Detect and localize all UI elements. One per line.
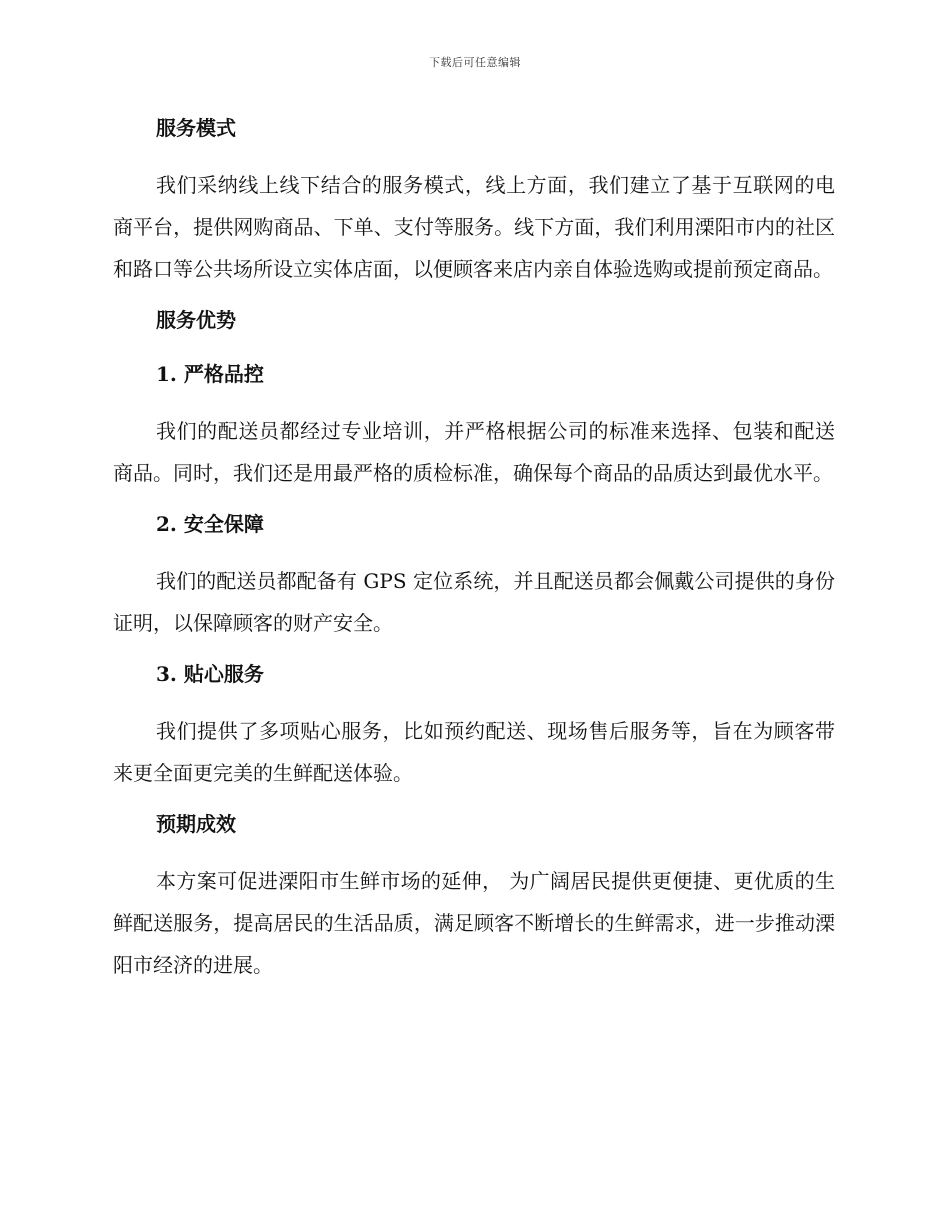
heading-care-service: 3. 贴心服务 (156, 662, 264, 686)
paragraph-expected-results: 本方案可促进溧阳市生鲜市场的延伸， 为广阔居民提供更便捷、更优质的生鲜配送服务，提高居民的生活品质，满足顾客不断增长的生鲜需求，进一步推动溧阳市经济的进展。 (113, 869, 835, 977)
paragraph-safety: 我们的配送员都配备有 GPS 定位系统，并且配送员都会佩戴公司提供的身份证明，以保障顾客的财产安全。 (113, 569, 835, 635)
paragraph-care-service: 我们提供了多项贴心服务，比如预约配送、现场售后服务等，旨在为顾客带来更全面更完美的生鲜配送体验。 (113, 719, 835, 785)
heading-service-advantage: 服务优势 (156, 308, 236, 332)
document-content (113, 110, 835, 986)
heading-service-mode: 服务模式 (156, 116, 236, 140)
heading-quality-control: 1. 严格品控 (156, 362, 264, 386)
page-header: 下载后可任意编辑 (429, 56, 521, 69)
heading-safety: 2. 安全保障 (156, 512, 264, 536)
paragraph-service-mode: 我们采纳线上线下结合的服务模式，线上方面，我们建立了基于互联网的电商平台，提供网购商品、下单、支付等服务。线下方面，我们利用溧阳市内的社区和路口等公共场所设立实体店面，以便顾客来店内亲自体验选购或提前预定商品。 (113, 173, 835, 281)
heading-expected-results: 预期成效 (156, 812, 236, 836)
paragraph-quality-control: 我们的配送员都经过专业培训，并严格根据公司的标准来选择、包装和配送商品。同时，我们还是用最严格的质检标准，确保每个商品的品质达到最优水平。 (113, 419, 835, 485)
